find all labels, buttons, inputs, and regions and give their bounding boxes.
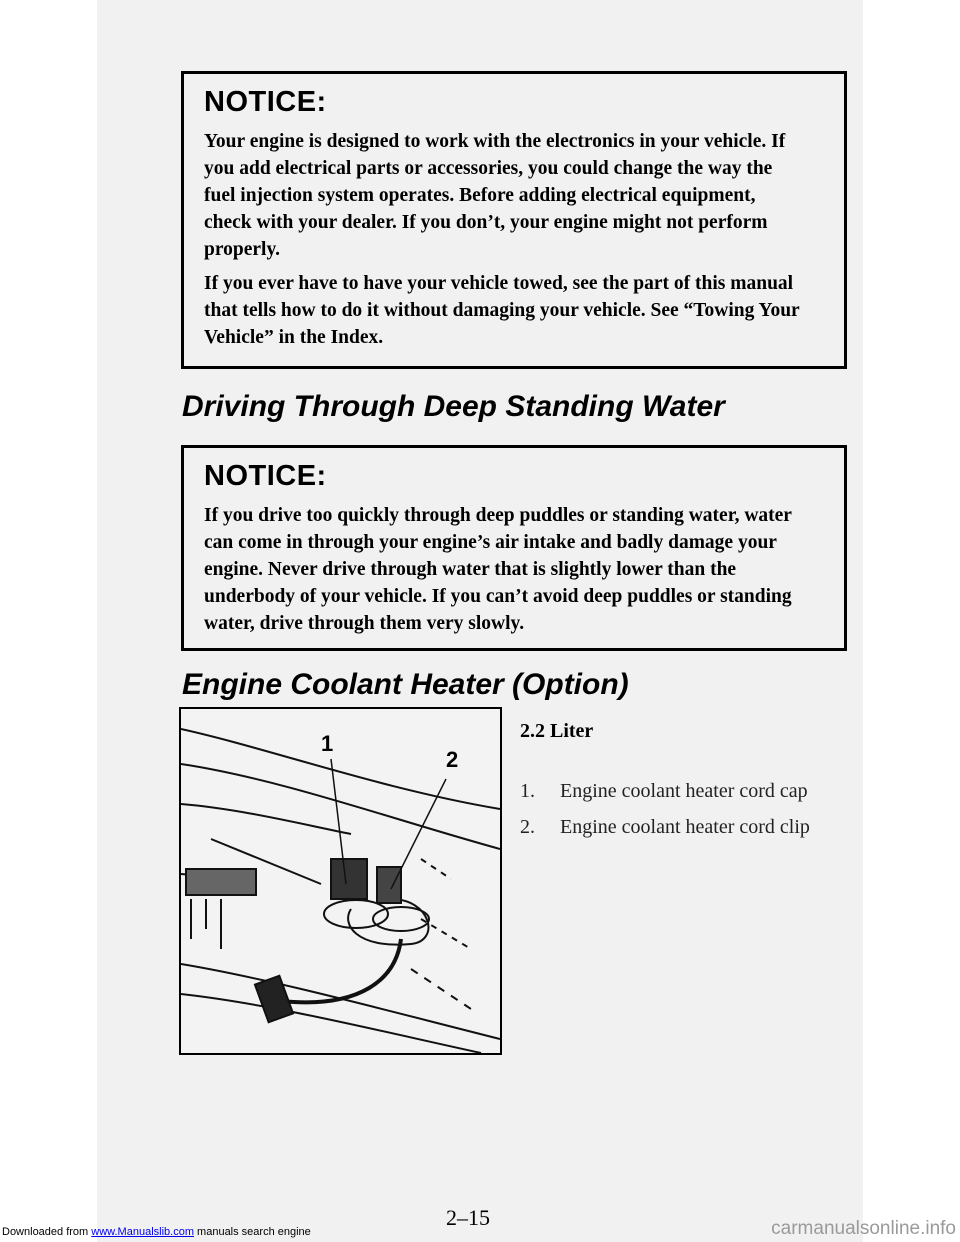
notice-title: NOTICE: (204, 86, 327, 118)
engine-illustration-drawing (181, 709, 500, 1053)
callout-2: 2 (446, 747, 459, 772)
notice-paragraph: Your engine is designed to work with the electronics in your vehicle. If you add electrical parts or accessories, you could change the way the fuel injection system operates. Before adding electrical equipment, check with your dealer. If you don’t, your engine might not perform properly. (204, 131, 786, 260)
legend-text: Engine coolant heater cord clip (560, 816, 810, 838)
footer-prefix: Downloaded from (2, 1226, 89, 1238)
legend-item (520, 780, 808, 803)
legend-number: 2. (520, 816, 535, 838)
download-footer (2, 1226, 311, 1238)
callout-1: 1 (321, 731, 334, 756)
notice-paragraph: If you drive too quickly through deep puddles or standing water, water can come in through your engine’s air intake and badly damage your engine. Never drive through water that is slightly lower than the underbody of your vehicle. If you can’t avoid deep puddles or standing water, drive through them very slowly. (204, 505, 792, 634)
notice-paragraph: If you ever have to have your vehicle towed, see the part of this manual that tells how to do it without damaging your vehicle. See “Towing Your Vehicle” in the Index. (204, 273, 800, 348)
legend-item (520, 816, 810, 839)
notice-box-deep-water (181, 445, 847, 651)
legend-number: 1. (520, 780, 535, 802)
section-heading-deep-water: Driving Through Deep Standing Water (182, 390, 725, 423)
coolant-heater-illustration (179, 707, 502, 1055)
legend-text: Engine coolant heater cord cap (560, 780, 808, 802)
page-number: 2–15 (446, 1205, 490, 1230)
notice-title: NOTICE: (204, 460, 327, 492)
section-heading-coolant-heater: Engine Coolant Heater (Option) (182, 668, 629, 701)
figure-caption: 2.2 Liter (520, 720, 594, 742)
footer-suffix: manuals search engine (197, 1226, 311, 1238)
watermark: carmanualsonline.info (771, 1218, 956, 1239)
notice-box-electronics (181, 71, 847, 369)
manualslib-link[interactable]: www.Manualslib.com (91, 1226, 194, 1238)
